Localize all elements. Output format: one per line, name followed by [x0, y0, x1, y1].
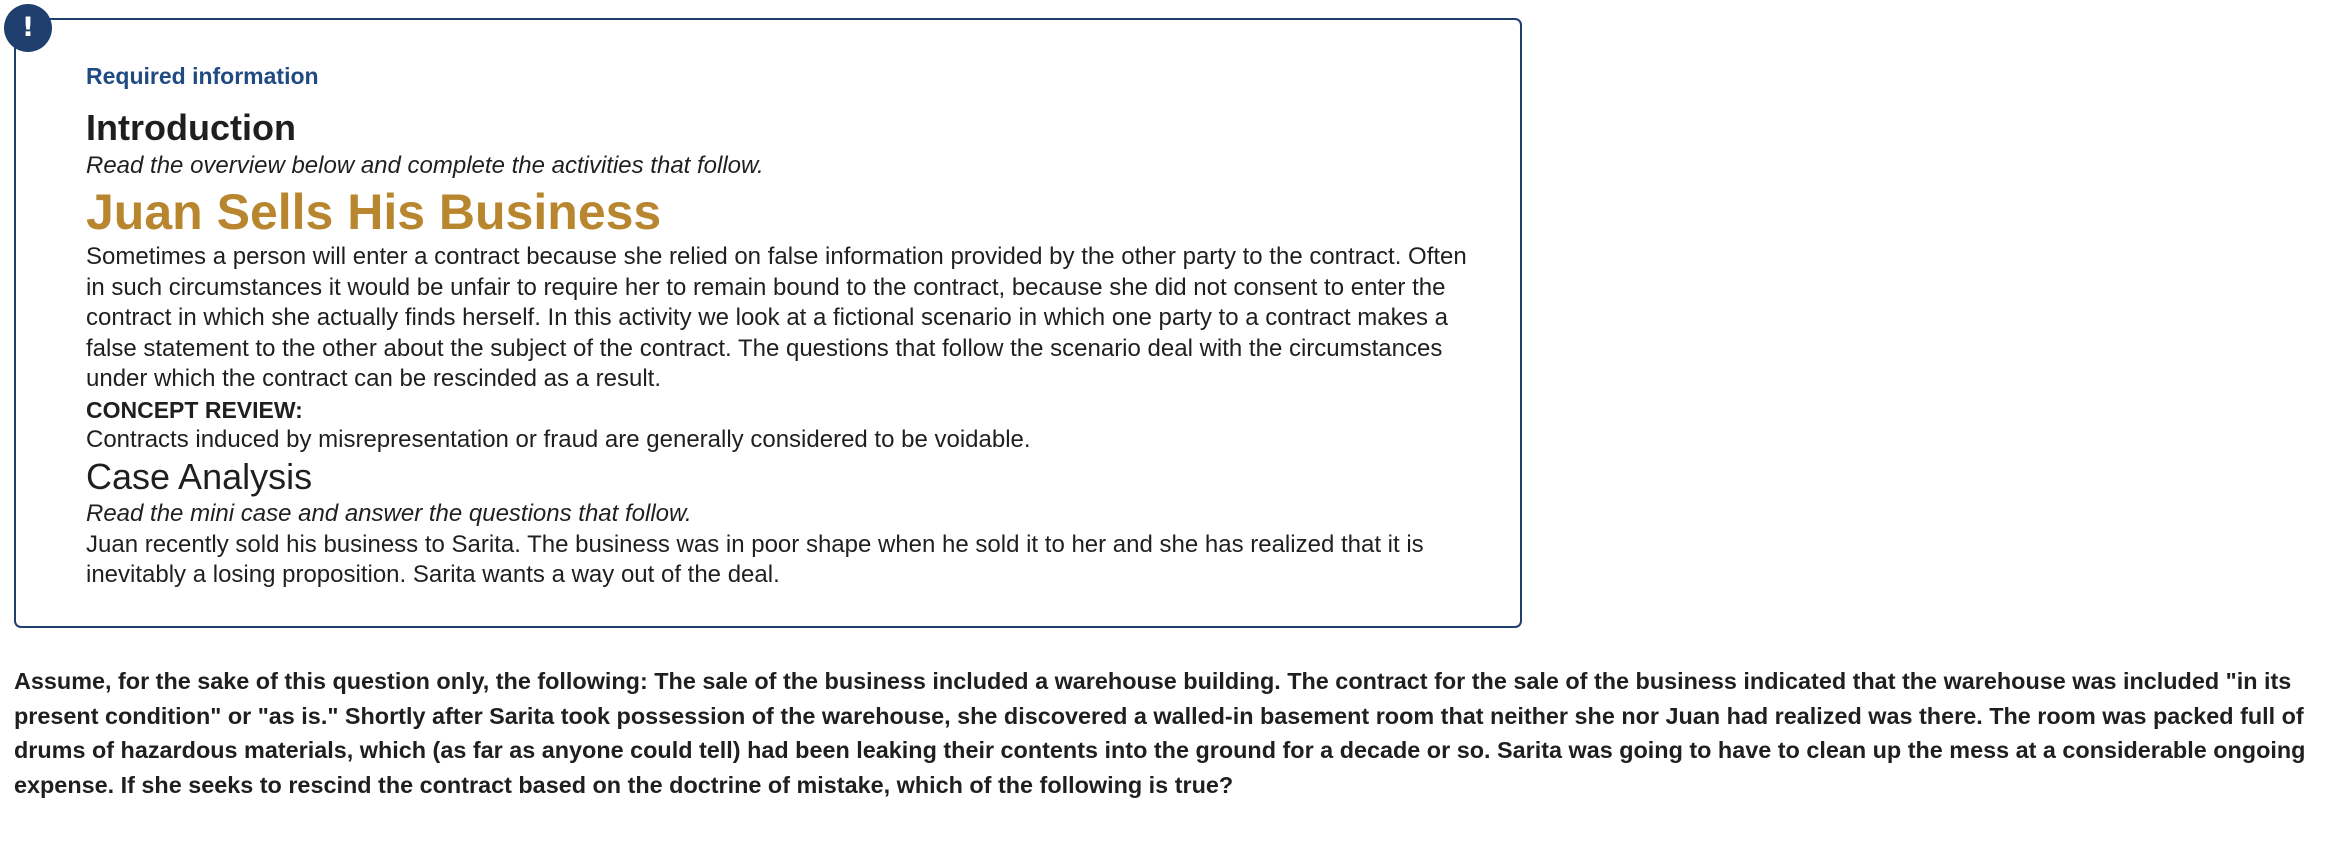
case-title: Juan Sells His Business	[86, 184, 662, 240]
introduction-instruction: Read the overview below and complete the activities that follow.	[86, 152, 764, 179]
case-text: Juan recently sold his business to Sarita. The business was in poor shape when he sold it to her and she has realized that it is inevitably a losing proposition. Sarita wants a way out of the deal.	[86, 530, 1424, 588]
case-analysis-instruction: Read the mini case and answer the questions that follow.	[86, 499, 692, 527]
required-information-panel	[14, 18, 1522, 628]
concept-review-text: Contracts induced by misrepresentation or fraud are generally considered to be voidable.	[86, 426, 1031, 453]
introduction-heading: Introduction	[86, 107, 296, 148]
exclamation-icon	[4, 4, 52, 52]
question-prompt: Assume, for the sake of this question only, the following: The sale of the business included a warehouse building. The contract for the sale of the business indicated that the warehouse was included "in its present condition" or "as is." Shortly after Sarita took possession of the warehouse, she discovered a walled-in basement room that neither she nor Juan had realized was there. The room was packed full of drums of hazardous materials, which (as far as anyone could tell) had been leaking their contents into the ground for a decade or so. Sarita was going to have to clean up the mess at a considerable ongoing expense. If she seeks to rescind the contract based on the doctrine of mistake, which of the following is true?	[14, 668, 2306, 798]
overview-paragraph: Sometimes a person will enter a contract because she relied on false information provided by the other party to the contract. Often in such circumstances it would be unfair to require her to remain bound to the contract, because she did not consent to enter the contract in which she actually finds herself. In this activity we look at a fictional scenario in which one party to a contract makes a false statement to the other about the subject of the contract. The questions that follow the scenario deal with the circumstances under which the contract can be rescinded as a result.	[86, 243, 1467, 392]
concept-review-label: CONCEPT REVIEW:	[86, 396, 303, 423]
case-analysis-heading: Case Analysis	[86, 455, 313, 497]
required-information-content	[86, 60, 1486, 591]
exclamation-symbol: !	[21, 12, 35, 43]
required-information-label: Required information	[86, 63, 319, 89]
